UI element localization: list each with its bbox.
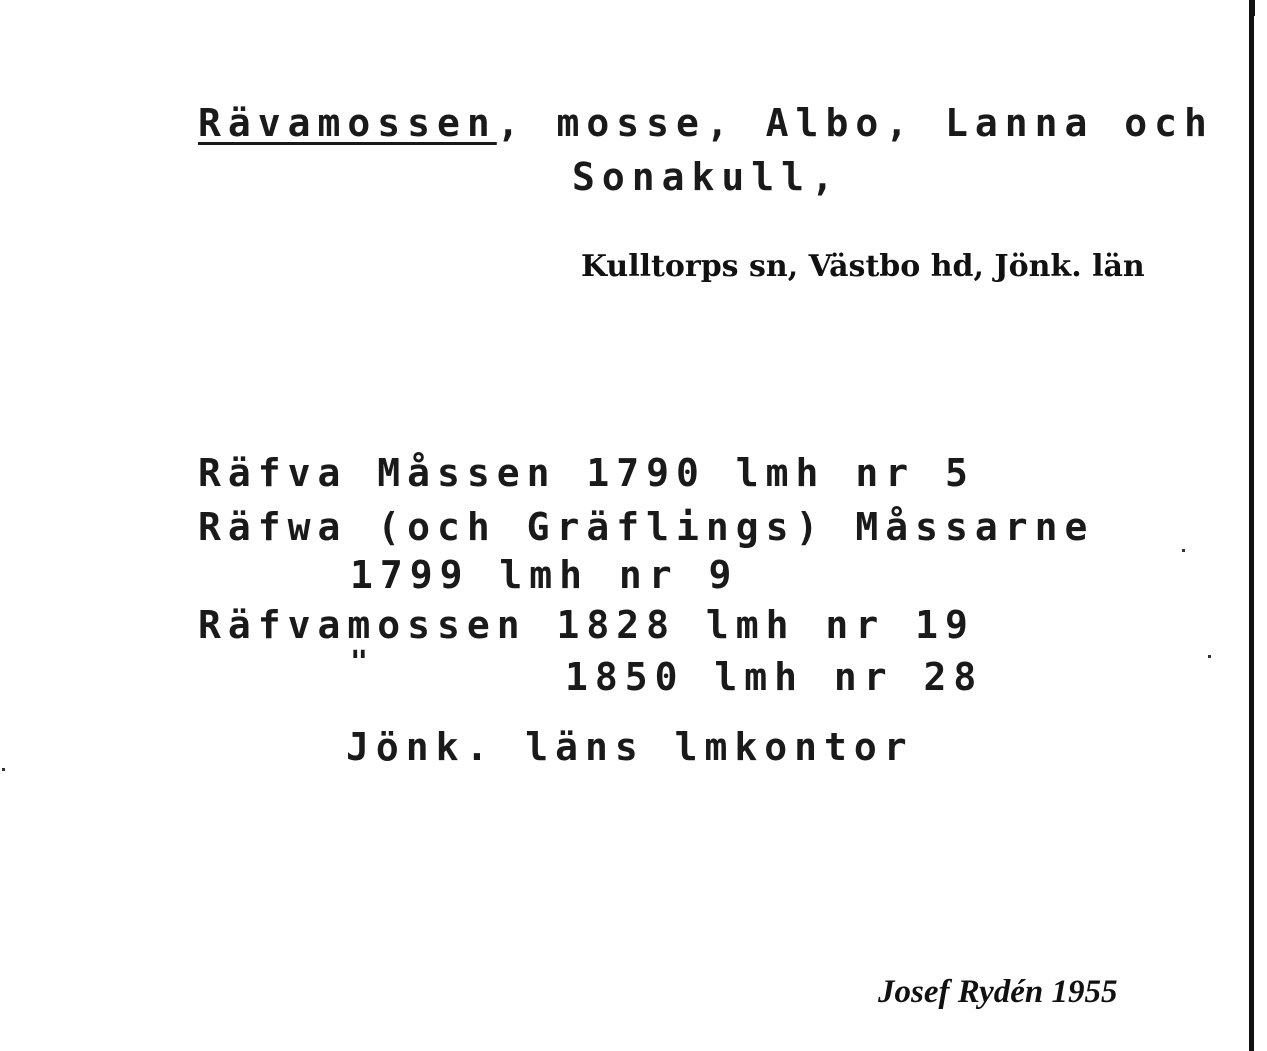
card-edge-mark	[1249, 0, 1255, 16]
headword: Rävamossen	[198, 101, 497, 145]
entry-heading-line-2: Sonakull,	[572, 155, 841, 199]
heading-line-1-rest: , mosse, Albo, Lanna och	[496, 101, 1214, 145]
ditto-mark: "	[350, 645, 376, 680]
signature: Josef Rydén 1955	[878, 974, 1118, 1010]
scan-speck	[2, 768, 5, 771]
scan-speck	[1182, 549, 1185, 552]
source-line: Räfva Måssen 1790 lmh nr 5	[198, 451, 975, 495]
card-edge-line	[1249, 0, 1254, 1051]
entry-heading-line-1	[198, 101, 1214, 145]
source-line: Räfwa (och Gräflings) Måssarne	[198, 505, 1095, 549]
location-line: Kulltorps sn, Västbo hd, Jönk. län	[581, 249, 1145, 284]
scan-speck	[1208, 655, 1211, 658]
source-line: 1850 lmh nr 28	[565, 655, 984, 699]
source-line: Räfvamossen 1828 lmh nr 19	[198, 603, 975, 647]
archive-line: Jönk. läns lmkontor	[346, 725, 914, 769]
source-line: 1799 lmh nr 9	[350, 553, 739, 597]
